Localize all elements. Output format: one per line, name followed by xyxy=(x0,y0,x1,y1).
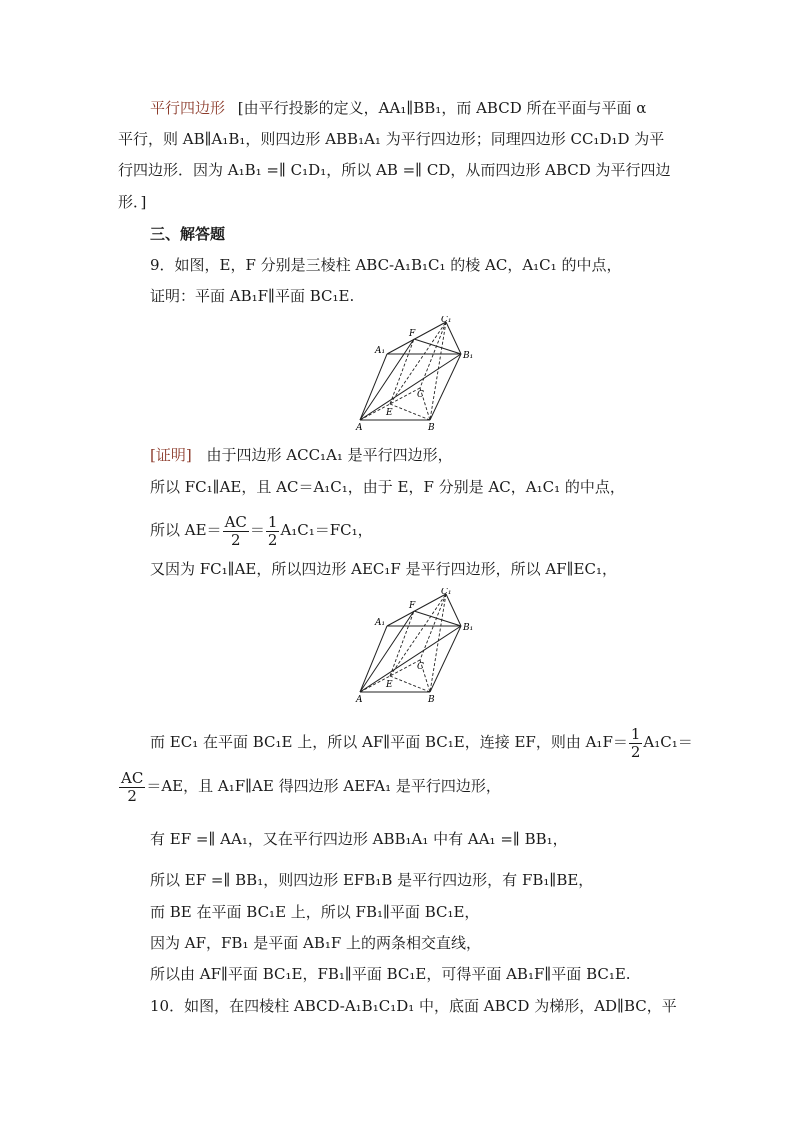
edge-ef xyxy=(390,611,414,676)
problem10-line1: 10．如图，在四棱柱 ABCD-A₁B₁C₁D₁ 中，底面 ABCD 为梯形，AD∥BC，平 xyxy=(150,997,677,1015)
proof-line5 xyxy=(150,724,693,760)
fraction-one-half xyxy=(629,726,643,761)
answer8-line3: 行四边形．因为 A₁B₁ =∥ C₁D₁，所以 AB =∥ CD，从而四边形 ABCD 为平行四边 xyxy=(118,161,671,179)
edge-bc1 xyxy=(430,322,446,420)
label-c: C xyxy=(417,662,424,672)
label-c1: C₁ xyxy=(441,316,452,325)
proof-line5-start: 而 EC₁ 在平面 BC₁E 上，所以 AF∥平面 BC₁E，连接 EF，则由 A₁F＝ xyxy=(150,733,628,751)
label-a: A xyxy=(356,423,363,433)
proof-line11: 所以由 AF∥平面 BC₁E，FB₁∥平面 BC₁E，可得平面 AB₁F∥平面 BC₁E. xyxy=(150,965,631,983)
fraction-denominator: 2 xyxy=(127,786,137,805)
label-f: F xyxy=(409,601,416,611)
answer8-highlight: 平行四边形 xyxy=(150,99,226,117)
problem9-line2: 证明：平面 AB₁F∥平面 BC₁E. xyxy=(150,287,355,305)
label-b: B xyxy=(428,695,435,705)
label-f: F xyxy=(409,329,416,339)
answer8-line4: 形．] xyxy=(118,193,147,211)
edge-fb1 xyxy=(414,611,461,626)
edge-eb xyxy=(390,404,430,420)
answer8-line1-text: [由平行投影的定义，AA₁∥BB₁，而 ABCD 所在平面与平面 α xyxy=(237,99,647,117)
proof-line7: 有 EF =∥ AA₁，又在平行四边形 ABB₁A₁ 中有 AA₁ =∥ BB₁， xyxy=(150,830,568,848)
proof-line10: 因为 AF，FB₁ 是平面 AB₁F 上的两条相交直线， xyxy=(150,934,482,952)
edge-a1c1 xyxy=(387,594,446,626)
edge-eb xyxy=(390,676,430,692)
problem9-line1: 9．如图，E，F 分别是三棱柱 ABC-A₁B₁C₁ 的棱 AC，A₁C₁ 的中点， xyxy=(150,256,622,274)
label-c1: C₁ xyxy=(441,588,452,597)
edge-c1b1 xyxy=(446,594,461,626)
proof-line3-eq: ＝ xyxy=(249,521,265,539)
prism-figure-2 xyxy=(350,588,480,706)
edge-c1b1 xyxy=(446,322,461,354)
proof-line6 xyxy=(118,768,501,804)
prism-figure-1 xyxy=(350,316,480,434)
proof-tag: [证明] xyxy=(150,446,192,464)
proof-line6-end: ＝AE，且 A₁F∥AE 得四边形 AEFA₁ 是平行四边形， xyxy=(146,777,501,795)
edge-aa1 xyxy=(360,354,387,420)
fraction-numerator: AC xyxy=(121,768,144,787)
fraction-numerator: 1 xyxy=(267,512,278,531)
fraction-denominator: 2 xyxy=(230,530,241,549)
proof-line3 xyxy=(150,512,373,548)
edge-ef xyxy=(390,339,414,404)
label-e: E xyxy=(386,680,393,690)
proof-line1-text: 由于四边形 ACC₁A₁ 是平行四边形， xyxy=(206,446,453,464)
label-a1: A₁ xyxy=(375,618,386,628)
proof-line4: 又因为 FC₁∥AE，所以四边形 AEC₁F 是平行四边形，所以 AF∥EC₁， xyxy=(150,560,617,578)
fraction-ac-over-2 xyxy=(223,514,249,549)
answer8-line1 xyxy=(150,96,646,120)
edge-cc1 xyxy=(420,322,446,388)
label-a1: A₁ xyxy=(375,346,386,356)
proof-line5-end: A₁C₁＝ xyxy=(643,733,693,751)
proof-line2: 所以 FC₁∥AE，且 AC＝A₁C₁，由于 E，F 分别是 AC，A₁C₁ 的中点， xyxy=(150,478,625,496)
proof-line3-end: A₁C₁＝FC₁， xyxy=(280,521,373,539)
proof-line3-start: 所以 AE＝ xyxy=(150,521,222,539)
edge-a1c1 xyxy=(387,322,446,354)
answer8-line2: 平行，则 AB∥A₁B₁，则四边形 ABB₁A₁ 为平行四边形；同理四边形 CC₁D₁D 为平 xyxy=(118,130,665,148)
label-b: B xyxy=(428,423,435,433)
label-e: E xyxy=(386,408,393,418)
label-c: C xyxy=(417,390,424,400)
fraction-ac-over-2 xyxy=(119,770,145,805)
fraction-denominator: 2 xyxy=(630,742,641,761)
fraction-one-half xyxy=(266,514,280,549)
fraction-numerator: 1 xyxy=(630,724,641,743)
fraction-denominator: 2 xyxy=(267,530,278,549)
edge-cc1 xyxy=(420,594,446,660)
label-a: A xyxy=(356,695,363,705)
proof-line9: 而 BE 在平面 BC₁E 上，所以 FB₁∥平面 BC₁E， xyxy=(150,903,480,921)
edge-fb1 xyxy=(414,339,461,354)
proof-line8: 所以 EF =∥ BB₁，则四边形 EFB₁B 是平行四边形，有 FB₁∥BE， xyxy=(150,871,594,889)
label-b1: B₁ xyxy=(463,351,474,361)
section-heading: 三、解答题 xyxy=(150,225,226,243)
proof-line1 xyxy=(150,443,453,467)
edge-aa1 xyxy=(360,626,387,692)
edge-bc1 xyxy=(430,594,446,692)
label-b1: B₁ xyxy=(463,623,474,633)
fraction-numerator: AC xyxy=(224,512,247,531)
